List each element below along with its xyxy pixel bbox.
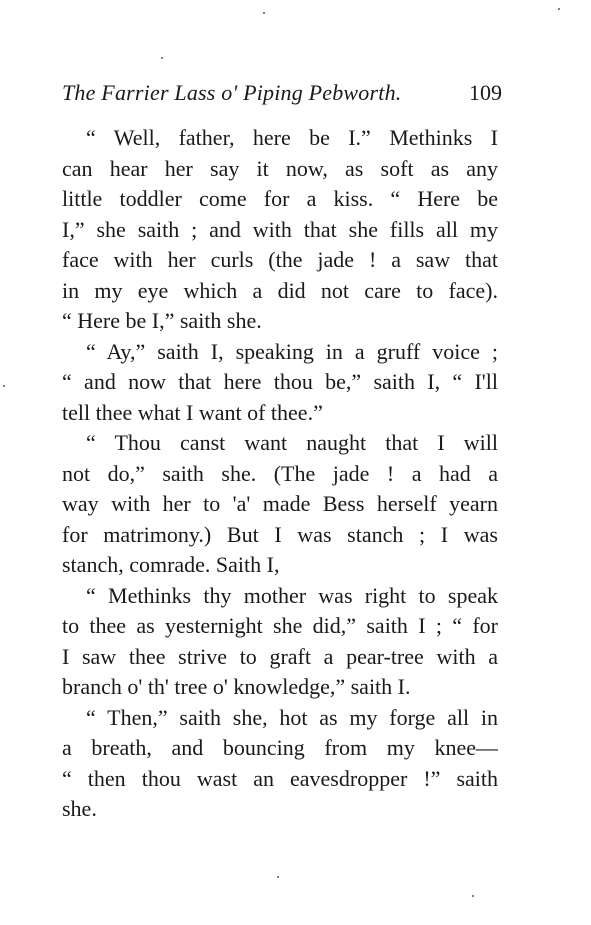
print-speck — [161, 57, 163, 59]
text-line: not do,” saith she. (The jade ! a had a — [62, 460, 498, 486]
text-line: to thee as yesternight she did,” saith I ; “ for — [62, 613, 498, 638]
text-line: for matrimony.) But I was stanch ; I was — [62, 521, 498, 547]
text-line: in my eye which a did not care to face). — [62, 277, 498, 303]
running-title: The Farrier Lass o' Piping Pebworth. — [62, 80, 402, 105]
text-line: “ Here be I,” saith she. — [62, 308, 262, 333]
text-line: little toddler come for a kiss. “ Here be — [62, 186, 498, 211]
text-line: “ and now that here thou be,” saith I, “ I'll — [62, 369, 498, 394]
print-speck — [277, 876, 279, 878]
text-line: “ Well, father, here be I.” Methinks I — [86, 125, 498, 150]
text-line: she. — [62, 796, 97, 821]
text-line: can hear her say it now, as soft as any — [62, 155, 498, 181]
running-head — [62, 80, 502, 112]
text-line: a breath, and bouncing from my knee— — [62, 735, 498, 760]
text-line: way with her to 'a' made Bess herself yearn — [62, 491, 498, 516]
text-line: “ Thou canst want naught that I will — [86, 430, 498, 455]
text-line: tell thee what I want of thee.” — [62, 399, 323, 425]
text-line: I saw thee strive to graft a pear-tree with a — [62, 643, 498, 669]
body-text — [62, 123, 498, 825]
print-speck — [472, 895, 474, 897]
text-line: stanch, comrade. Saith I, — [62, 552, 280, 577]
text-line: “ Then,” saith she, hot as my forge all in — [86, 704, 498, 730]
text-line: “ Ay,” saith I, speaking in a gruff voice ; — [86, 338, 498, 364]
text-line: “ Methinks thy mother was right to speak — [86, 582, 498, 608]
page-number: 109 — [469, 80, 502, 105]
text-line: I,” she saith ; and with that she fills all my — [62, 216, 498, 242]
text-line: face with her curls (the jade ! a saw that — [62, 247, 498, 272]
print-speck — [3, 385, 5, 387]
text-line: branch o' th' tree o' knowledge,” saith I. — [62, 674, 411, 699]
print-speck — [558, 8, 560, 10]
text-line: “ then thou wast an eavesdropper !” saith — [62, 765, 498, 791]
print-speck — [263, 12, 265, 14]
